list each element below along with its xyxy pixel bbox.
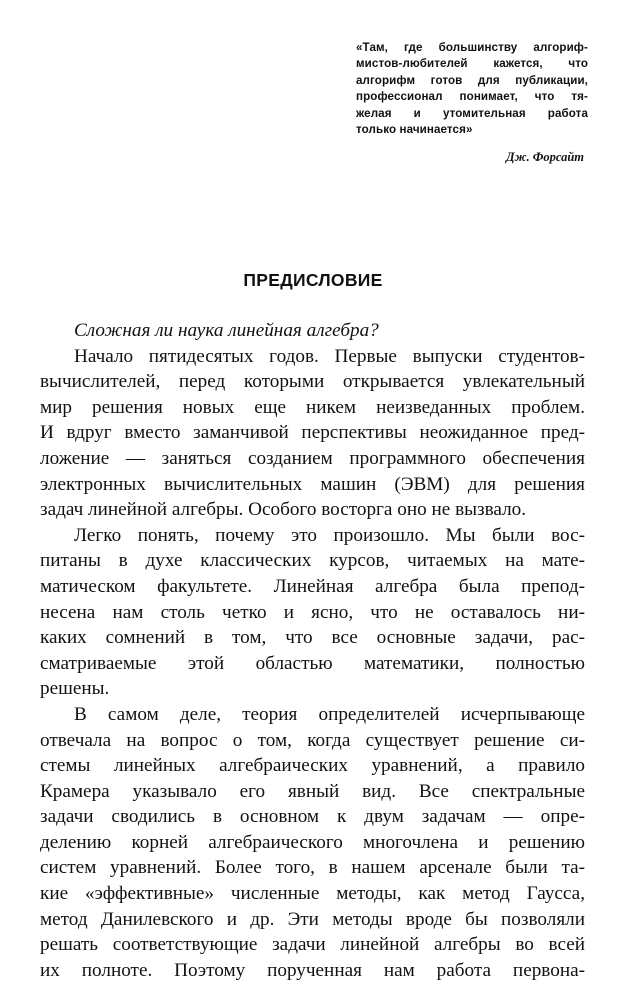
epigraph-line: «Там, где большинству алгориф- bbox=[356, 41, 588, 54]
text-line: И вдруг вместо заманчивой перспективы неожиданное пред- bbox=[40, 422, 585, 444]
subtitle: Сложная ли наука линейная алгебра? bbox=[74, 320, 379, 341]
text-line: питаны в духе классических курсов, читаемых на мате- bbox=[40, 550, 585, 572]
text-line: мир решения новых еще никем неизведанных проблем. bbox=[40, 396, 585, 418]
text-line: систем уравнений. Более того, в нашем арсенале были та- bbox=[40, 857, 585, 879]
text-line: отвечала на вопрос о том, когда существует решение си- bbox=[40, 729, 585, 751]
text-line: метод Данилевского и др. Эти методы вроде бы позволяли bbox=[40, 908, 585, 930]
text-line: задач линейной алгебры. Особого восторга оно не вызвало. bbox=[40, 499, 527, 521]
text-line: вычислителей, перед которыми открывается увлекательный bbox=[40, 371, 585, 393]
text-line: сматриваемые этой областью математики, полностью bbox=[40, 652, 585, 674]
text-line: ложение — заняться созданием программного обеспечения bbox=[40, 447, 585, 469]
body-text bbox=[40, 318, 585, 983]
text-line: стемы линейных алгебраических уравнений, а правило bbox=[40, 755, 585, 777]
text-line: несена нам столь четко и ясно, что не оставалось ни- bbox=[40, 601, 585, 623]
text-line: делению корней алгебраического многочлена и решению bbox=[40, 831, 585, 853]
text-line: решать соответствующие задачи линейной алгебры во всей bbox=[40, 934, 585, 956]
epigraph-line: мистов-любителей кажется, что bbox=[356, 57, 588, 71]
epigraph bbox=[356, 40, 588, 138]
text-line: их полноте. Поэтому порученная нам работа первона- bbox=[40, 959, 585, 981]
chapter-title: ПРЕДИСЛОВИЕ bbox=[243, 270, 383, 290]
text-line: Начало пятидесятых годов. Первые выпуски студентов- bbox=[74, 345, 585, 367]
text-line: электронных вычислительных машин (ЭВМ) для решения bbox=[40, 473, 585, 495]
text-line: матическом факультете. Линейная алгебра была препод- bbox=[40, 575, 585, 597]
text-line: каких сомнений в том, что все основные задачи, рас- bbox=[40, 627, 585, 649]
text-line: решены. bbox=[40, 678, 110, 700]
paragraph-1 bbox=[40, 344, 585, 523]
text-line: Легко понять, почему это произошло. Мы были вос- bbox=[74, 524, 585, 546]
epigraph-line: желая и утомительная работа bbox=[356, 106, 588, 120]
text-line: Крамера указывало его явный вид. Все спектральные bbox=[40, 780, 585, 802]
epigraph-line: только начинается» bbox=[356, 123, 473, 137]
epigraph-author: Дж. Форсайт bbox=[506, 150, 584, 164]
text-line: задачи сводились в основном к двум задачам — опре- bbox=[40, 806, 585, 828]
paragraph-3 bbox=[40, 702, 585, 984]
epigraph-line: алгорифм готов для публикации, bbox=[356, 73, 588, 87]
text-line: кие «эффективные» численные методы, как метод Гаусса, bbox=[40, 883, 585, 905]
text-line: В самом деле, теория определителей исчерпывающе bbox=[74, 703, 585, 725]
epigraph-line: профессионал понимает, что тя- bbox=[356, 90, 588, 104]
paragraph-2 bbox=[40, 523, 585, 702]
